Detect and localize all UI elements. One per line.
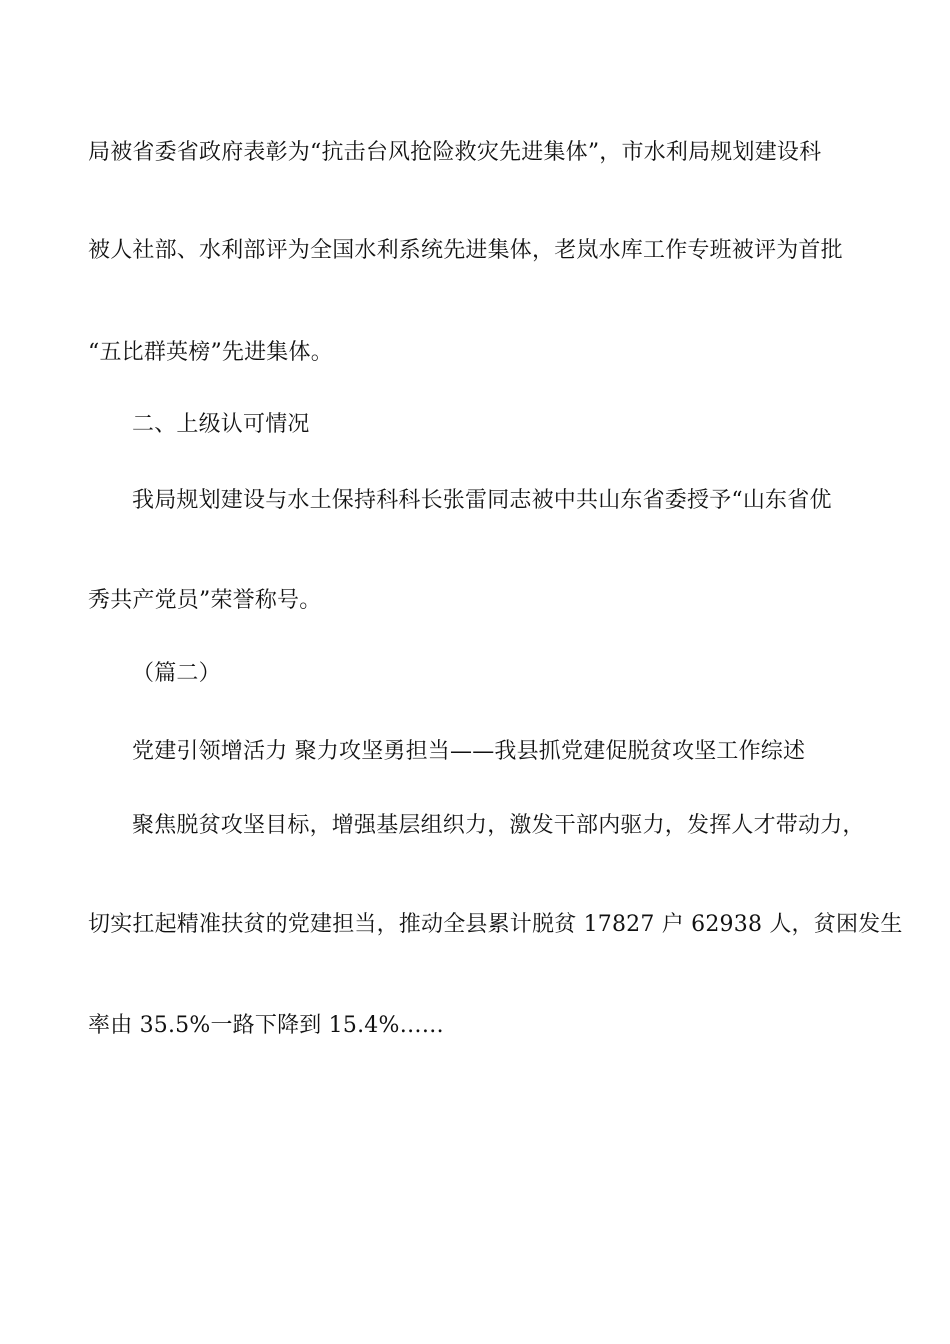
paragraph-2-line-2: 秀共产党员”荣誉称号。 xyxy=(88,588,322,613)
paragraph-1-line-1: 局被省委省政府表彰为“抗击台风抢险救灾先进集体”，市水利局规划建设科 xyxy=(88,140,822,165)
paragraph-1-line-3: “五比群英榜”先进集体。 xyxy=(88,340,333,365)
paragraph-2-line-1: 我局规划建设与水土保持科科长张雷同志被中共山东省委授予“山东省优 xyxy=(132,488,832,513)
paragraph-3-line-1: 聚焦脱贫攻坚目标，增强基层组织力，激发干部内驱力，发挥人才带动力， xyxy=(132,813,865,838)
paragraph-3-line-3: 率由 35.5%一路下降到 15.4%…… xyxy=(88,1013,444,1038)
section-heading: 二、上级认可情况 xyxy=(132,412,310,437)
paragraph-1-line-2: 被人社部、水利部评为全国水利系统先进集体，老岚水库工作专班被评为首批 xyxy=(88,238,843,263)
paragraph-3-line-2: 切实扛起精准扶贫的党建担当，推动全县累计脱贫 17827 户 62938 人，贫困发生 xyxy=(88,912,903,937)
article-title: 党建引领增活力 聚力攻坚勇担当——我县抓党建促脱贫攻坚工作综述 xyxy=(132,739,806,764)
part-label: （篇二） xyxy=(132,661,221,686)
